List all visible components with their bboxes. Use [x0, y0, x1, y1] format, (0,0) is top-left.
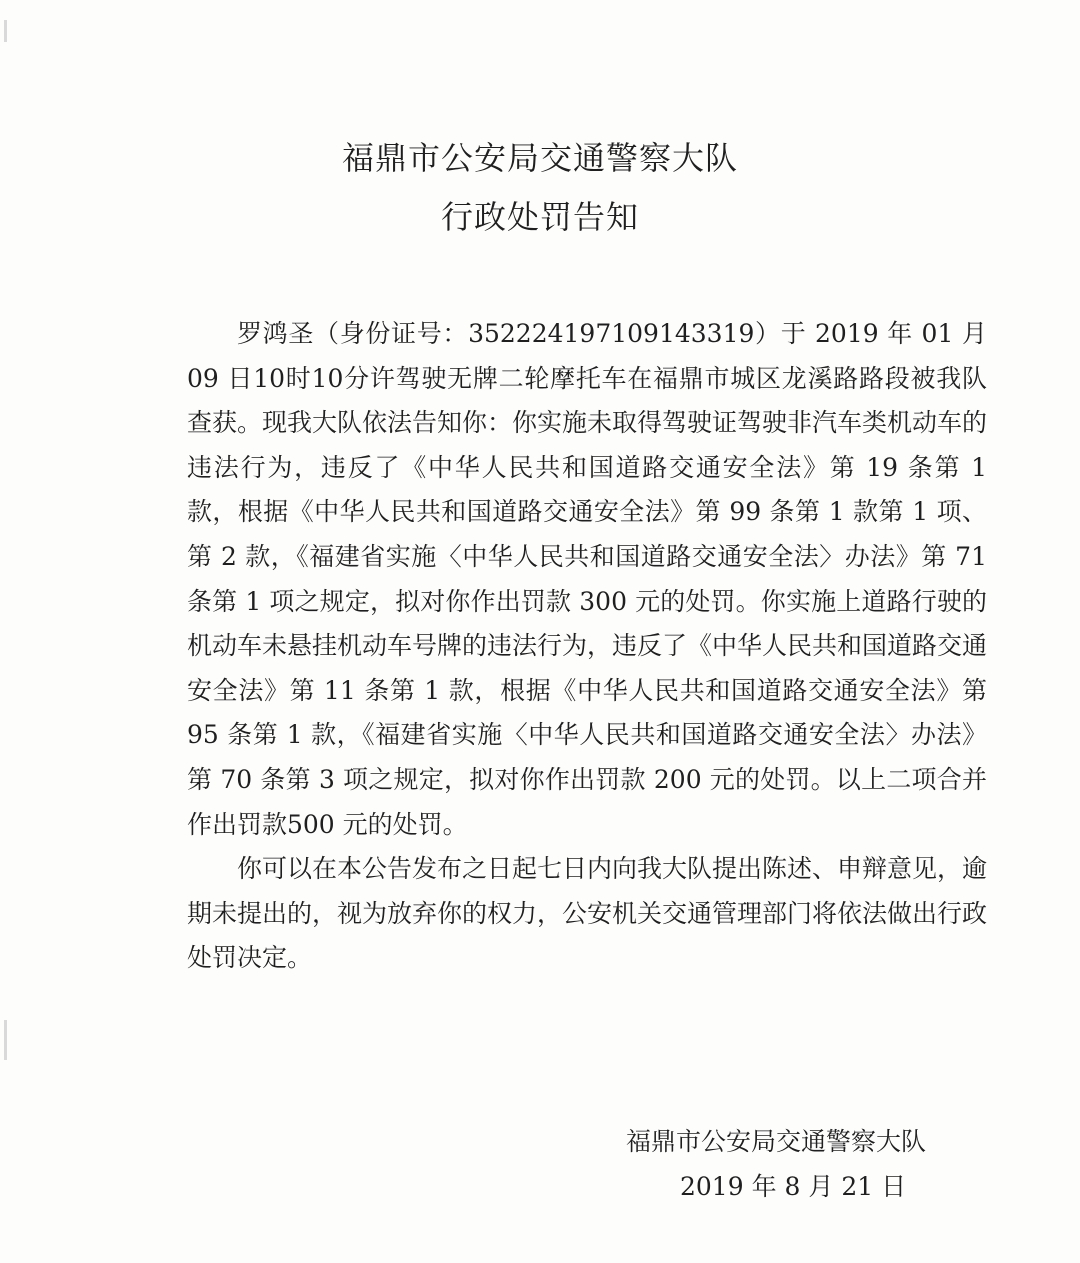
document-subtitle: 行政处罚告知 — [440, 198, 639, 236]
scan-edge-mark — [4, 20, 7, 42]
scan-edge-mark — [4, 1020, 7, 1060]
notice-body — [187, 312, 987, 981]
notice-paragraph: 罗鸿圣（身份证号：352224197109143319）于 2019 年 01 月 09 日10时10分许驾驶无牌二轮摩托车在福鼎市城区龙溪路路段被我队查获。现我大队依法告知你：你实施未取得驾驶证驾驶非汽车类机动车的违法行为，违反了《中华人民共和国道路交通安全法》第 19 条第 1 款，根据《中华人民共和国道路交通安全法》第 99 条第 1 款第 1 项、第 2 款，《福建省实施〈中华人民共和国道路交通安全法〉办法》第 71 条第 1 项之规定，拟对你作出罚款 300 元的处罚。你实施上道路行驶的机动车未悬挂机动车号牌的违法行为，违反了《中华人民共和国道路交通安全法》第 11 条第 1 款，根据《中华人民共和国道路交通安全法》第 95 条第 1 款，《福建省实施〈中华人民共和国道路交通安全法〉办法》第 70 条第 3 项之规定，拟对你作出罚款 200 元的处罚。以上二项合并作出罚款500 元的处罚。 — [187, 319, 988, 839]
notice-paragraph: 你可以在本公告发布之日起七日内向我大队提出陈述、申辩意见，逾期未提出的，视为放弃你的权力，公安机关交通管理部门将依法做出行政处罚决定。 — [187, 854, 988, 973]
signature-date: 2019 年 8 月 21 日 — [680, 1172, 907, 1201]
document-title: 福鼎市公安局交通警察大队 — [341, 139, 738, 177]
signature-organization: 福鼎市公安局交通警察大队 — [626, 1127, 927, 1156]
